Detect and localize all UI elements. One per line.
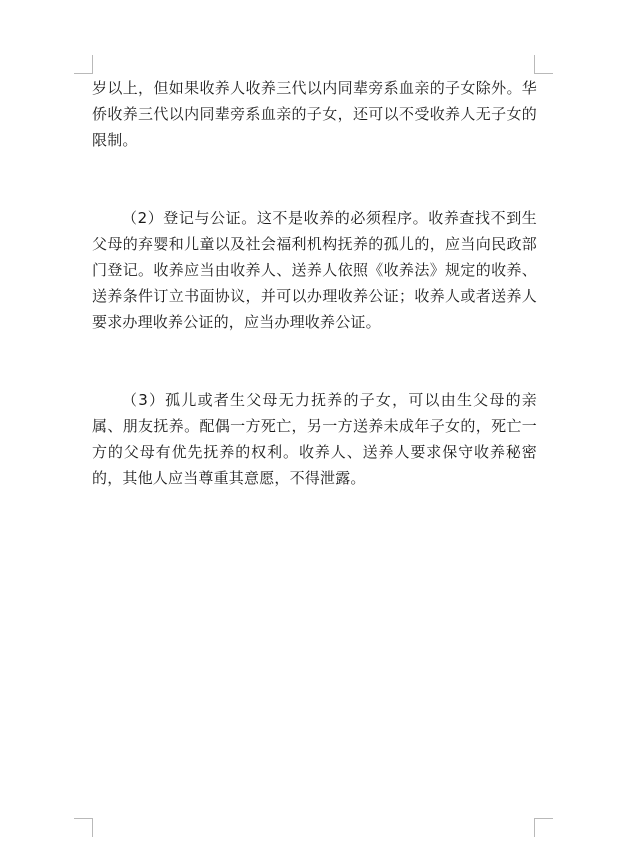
paragraph-gap — [92, 335, 537, 361]
paragraph-gap — [92, 361, 537, 387]
paragraph-registration-notarization: （2）登记与公证。这不是收养的必须程序。收养查找不到生父母的弃婴和儿童以及社会福利机构抚养的孤儿的，应当向民政部门登记。收养应当由收养人、送养人依照《收养法》规定的收养、送养条件订立书面协议，并可以办理收养公证；收养人或者送养人要求办理收养公证的，应当办理收养公证。 — [92, 209, 537, 331]
top-right-margin-mark — [534, 55, 553, 74]
bottom-left-margin-mark — [74, 818, 93, 837]
top-left-margin-mark — [74, 55, 93, 74]
paragraph-gap — [92, 153, 537, 179]
paragraph-continuation: 岁以上，但如果收养人收养三代以内同辈旁系血亲的子女除外。华侨收养三代以内同辈旁系血亲的子女，还可以不受收养人无子女的限制。 — [92, 79, 537, 149]
document-body — [92, 75, 537, 491]
paragraph-gap — [92, 179, 537, 205]
bottom-right-margin-mark — [534, 818, 553, 837]
paragraph-orphan-care: （3）孤儿或者生父母无力抚养的子女，可以由生父母的亲属、朋友抚养。配偶一方死亡，另一方送养未成年子女的，死亡一方的父母有优先抚养的权利。收养人、送养人要求保守收养秘密的，其他人应当尊重其意愿，不得泄露。 — [92, 391, 537, 487]
